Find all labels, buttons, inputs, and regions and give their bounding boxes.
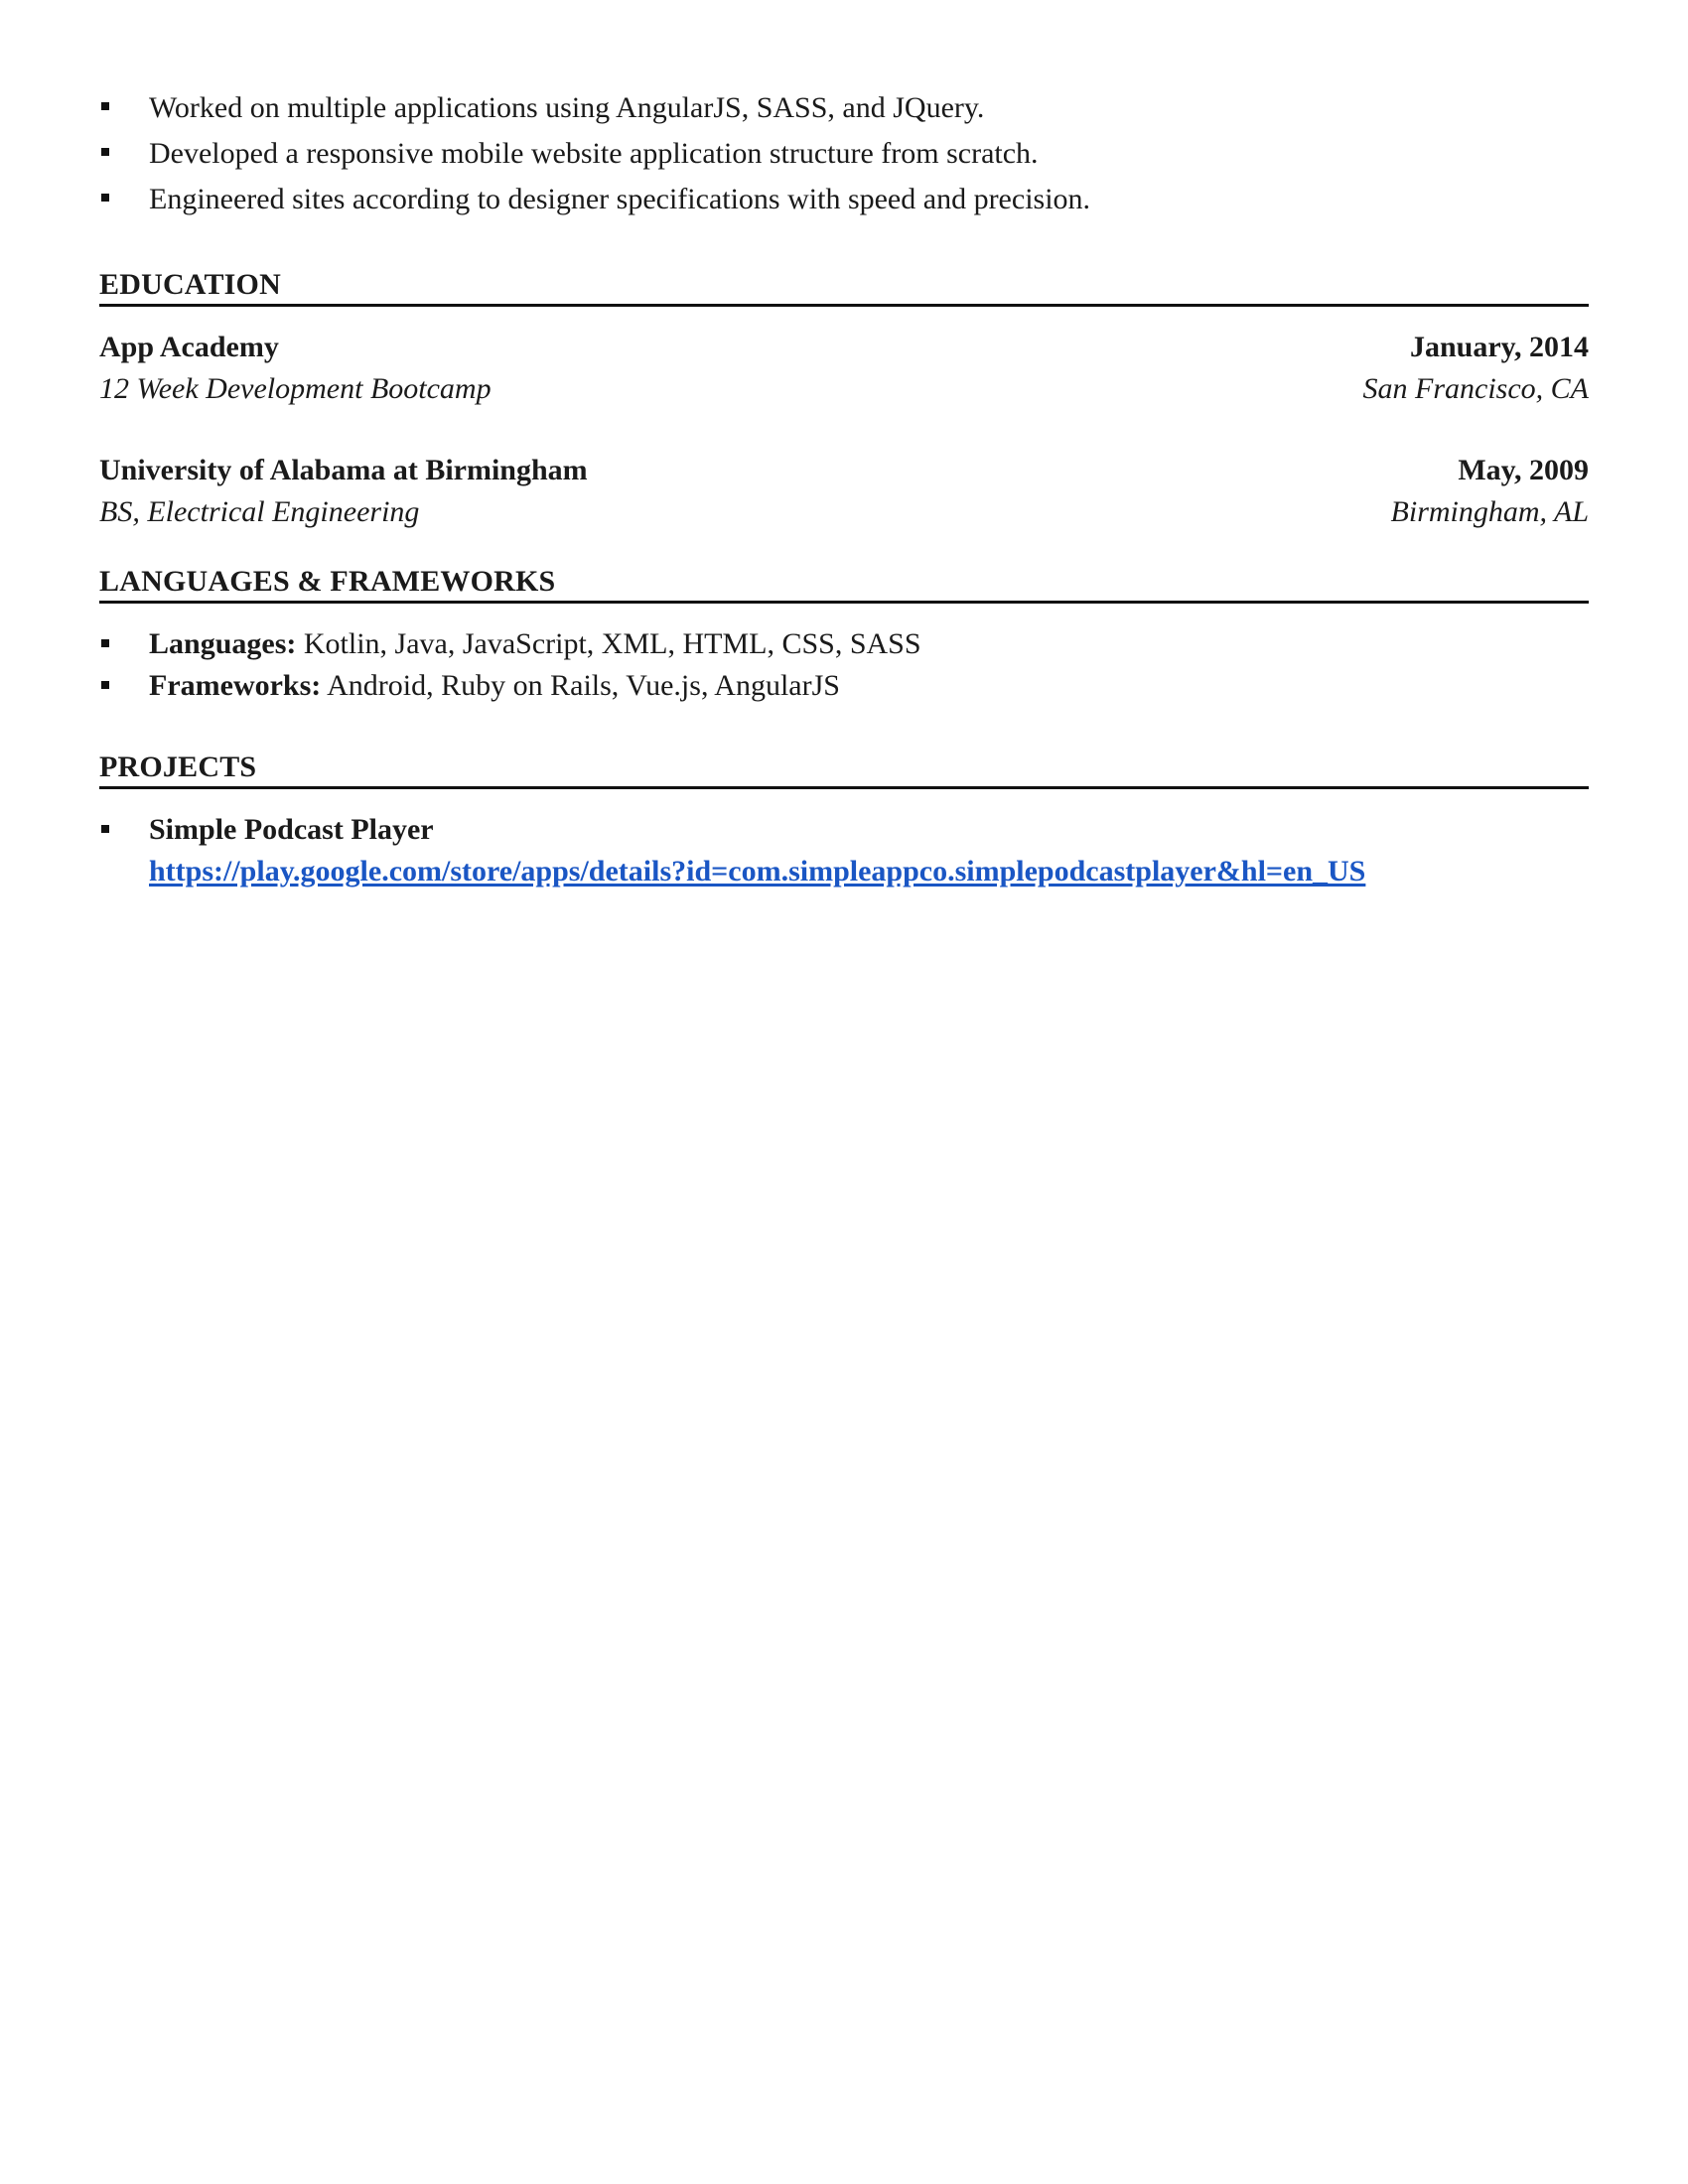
experience-bullet	[99, 85, 1589, 131]
square-bullet-icon	[101, 639, 109, 647]
project-link[interactable]: https://play.google.com/store/apps/details?id=com.simpleappco.simplepodcastplayer&hl=en_US	[149, 855, 1366, 887]
experience-bullet	[99, 131, 1589, 177]
institution-name: App Academy	[99, 331, 279, 363]
education-heading: EDUCATION	[99, 268, 1589, 307]
education-location: San Francisco, CA	[1362, 372, 1589, 405]
square-bullet-icon	[101, 102, 109, 110]
education-entry	[99, 327, 1589, 410]
education-location: Birmingham, AL	[1390, 495, 1589, 528]
skills-item-value: Android, Ruby on Rails, Vue.js, AngularJS	[321, 669, 840, 702]
project-item	[99, 809, 1589, 892]
education-entry	[99, 450, 1589, 533]
projects-section	[99, 751, 1589, 892]
education-program: BS, Electrical Engineering	[99, 495, 420, 528]
education-section	[99, 268, 1589, 533]
skills-item-value: Kotlin, Java, JavaScript, XML, HTML, CSS, SASS	[296, 627, 921, 660]
education-date: January, 2014	[1409, 331, 1589, 363]
skills-list	[99, 623, 1589, 707]
skills-heading: LANGUAGES & FRAMEWORKS	[99, 565, 1589, 604]
square-bullet-icon	[101, 681, 109, 689]
skills-item	[99, 623, 1589, 665]
experience-bullet-text: Worked on multiple applications using AngularJS, SASS, and JQuery.	[149, 91, 985, 124]
square-bullet-icon	[101, 194, 109, 202]
experience-bullet-text: Developed a responsive mobile website application structure from scratch.	[149, 137, 1039, 170]
project-title: Simple Podcast Player	[149, 813, 434, 846]
projects-heading: PROJECTS	[99, 751, 1589, 789]
square-bullet-icon	[101, 825, 109, 833]
experience-bullet	[99, 177, 1589, 222]
resume-page	[99, 85, 1589, 892]
experience-bullet-text: Engineered sites according to designer specifications with speed and precision.	[149, 183, 1091, 215]
institution-name: University of Alabama at Birmingham	[99, 454, 588, 486]
experience-bullet-list	[99, 85, 1589, 222]
projects-list	[99, 809, 1589, 892]
education-program: 12 Week Development Bootcamp	[99, 372, 492, 405]
skills-item-label: Languages:	[149, 627, 297, 660]
skills-item	[99, 665, 1589, 707]
square-bullet-icon	[101, 148, 109, 156]
skills-section	[99, 565, 1589, 707]
skills-item-label: Frameworks:	[149, 669, 322, 702]
education-date: May, 2009	[1458, 454, 1589, 486]
